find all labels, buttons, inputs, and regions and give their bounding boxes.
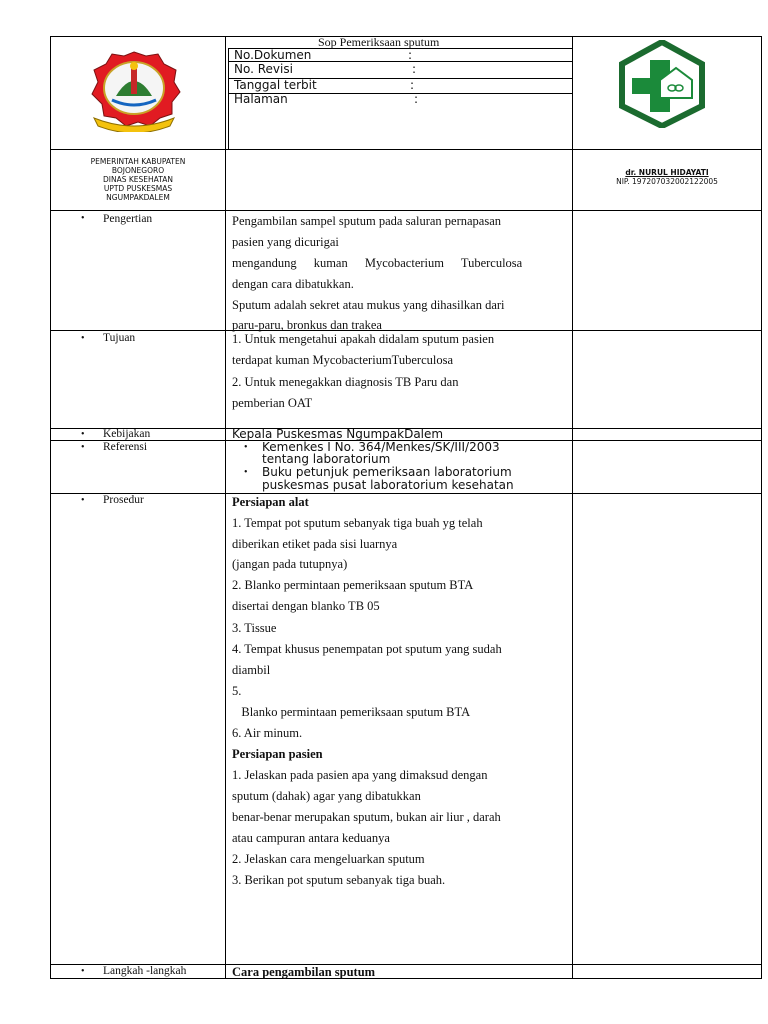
bullet-icon: • bbox=[81, 495, 85, 506]
bojonegoro-emblem-logo bbox=[86, 48, 182, 132]
bullet-icon: • bbox=[81, 442, 85, 453]
kebijakan-text: Kepala Puskesmas NgumpakDalem bbox=[232, 427, 444, 441]
label-referensi: Referensi bbox=[103, 441, 148, 453]
document-title: Sop Pemeriksaan sputum bbox=[318, 35, 440, 49]
label-tujuan: Tujuan bbox=[103, 332, 136, 344]
bullet-icon: • bbox=[244, 467, 248, 478]
bullet-icon: • bbox=[81, 333, 85, 344]
heading-cara-pengambilan: Cara pengambilan sputum bbox=[232, 965, 376, 979]
signer-name: dr. NURUL HIDAYATI bbox=[625, 168, 709, 177]
signer-block bbox=[573, 168, 761, 186]
bullet-icon: • bbox=[81, 213, 85, 224]
bullet-icon: • bbox=[244, 442, 248, 453]
label-kebijakan: Kebijakan bbox=[103, 428, 151, 440]
puskesmas-logo bbox=[614, 40, 710, 128]
organization-name: PEMERINTAH KABUPATEN BOJONEGORO DINAS KESEHATAN UPTD PUSKESMAS NGUMPAKDALEM bbox=[90, 157, 186, 202]
heading-persiapan-alat: Persiapan alat bbox=[232, 495, 309, 509]
label-langkah: Langkah -langkah bbox=[103, 965, 187, 977]
heading-persiapan-pasien: Persiapan pasien bbox=[232, 747, 323, 761]
bullet-icon: • bbox=[81, 429, 85, 440]
signer-nip: NIP. 197207032002122005 bbox=[616, 177, 718, 186]
bullet-icon: • bbox=[81, 966, 85, 977]
label-prosedur: Prosedur bbox=[103, 494, 144, 506]
label-pengertian: Pengertian bbox=[103, 213, 153, 225]
